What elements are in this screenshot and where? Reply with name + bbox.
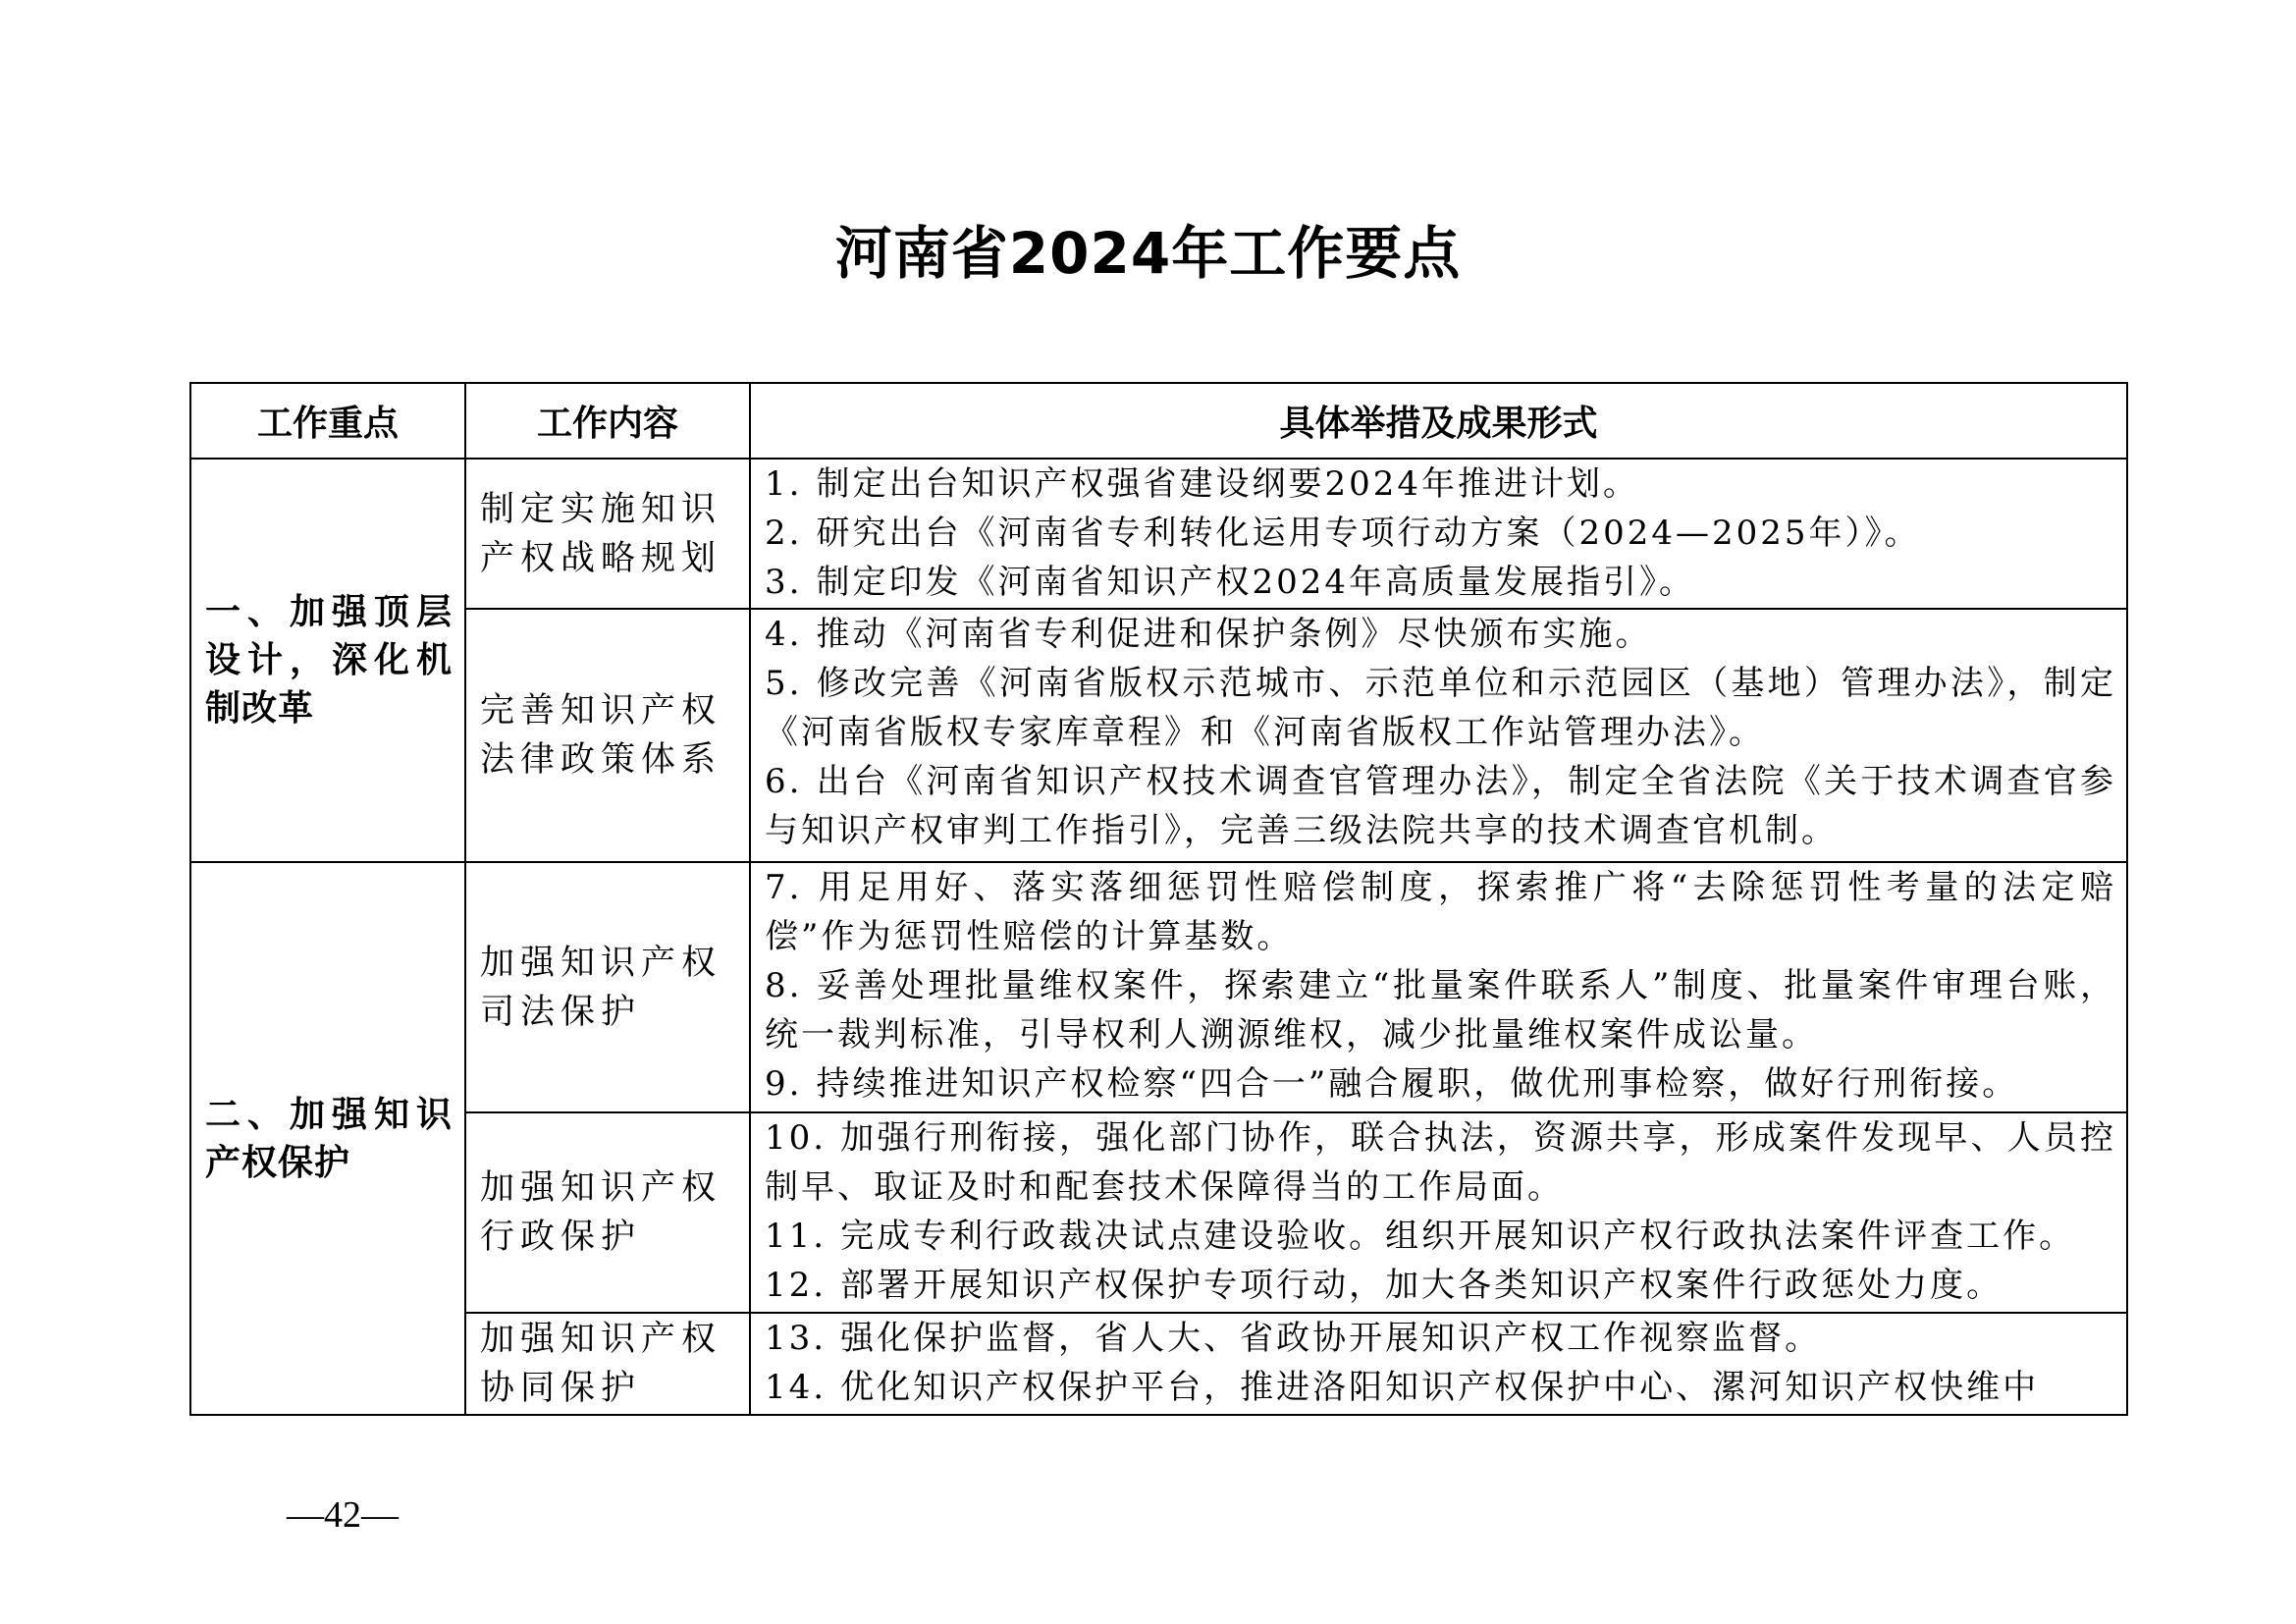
page-title: 河南省2024年工作要点 xyxy=(834,220,1462,287)
measures-cell xyxy=(750,1112,2127,1313)
measure-item: 7. 用足用好、落实落细惩罚性赔偿制度，探索推广将“去除惩罚性考量的法定赔偿”作为惩罚性赔偿的计算基数。 xyxy=(765,868,2116,956)
table-row xyxy=(190,609,2127,862)
measure-item: 12. 部署开展知识产权保护专项行动，加大各类知识产权案件行政惩处力度。 xyxy=(765,1266,2003,1305)
content-cell: 加强知识产权协同保护 xyxy=(465,1313,750,1415)
content-cell: 制定实施知识产权战略规划 xyxy=(465,459,750,609)
measure-item: 3. 制定印发《河南省知识产权2024年高质量发展指引》。 xyxy=(765,563,1695,602)
measure-item: 9. 持续推进知识产权检察“四合一”融合履职，做优刑事检察，做好行刑衔接。 xyxy=(765,1064,2019,1104)
measure-item: 4. 推动《河南省专利促进和保护条例》尽快颁布实施。 xyxy=(765,615,1652,654)
header-content: 工作内容 xyxy=(465,383,750,459)
header-focus: 工作重点 xyxy=(190,383,465,459)
table-row xyxy=(190,1112,2127,1313)
measures-cell xyxy=(750,459,2127,609)
table-header-row xyxy=(190,383,2127,459)
page-number: —42— xyxy=(287,1494,399,1536)
measures-cell xyxy=(750,609,2127,862)
measures-cell xyxy=(750,1313,2127,1415)
measure-item: 5. 修改完善《河南省版权示范城市、示范单位和示范园区（基地）管理办法》，制定《河南省版权专家库章程》和《河南省版权工作站管理办法》。 xyxy=(765,664,2116,752)
measure-item: 2. 研究出台《河南省专利转化运用专项行动方案（2024—2025年）》。 xyxy=(765,514,1921,553)
focus-cell: 一、加强顶层设计，深化机制改革 xyxy=(190,459,465,862)
measure-item: 13. 强化保护监督，省人大、省政协开展知识产权工作视察监督。 xyxy=(765,1319,1822,1358)
header-measures: 具体举措及成果形式 xyxy=(750,383,2127,459)
measure-item: 14. 优化知识产权保护平台，推进洛阳知识产权保护中心、漯河知识产权快维中 xyxy=(765,1368,2040,1407)
measures-cell xyxy=(750,862,2127,1112)
measure-item: 1. 制定出台知识产权强省建设纲要2024年推进计划。 xyxy=(765,464,1639,504)
table-row xyxy=(190,862,2127,1112)
measure-item: 8. 妥善处理批量维权案件，探索建立“批量案件联系人”制度、批量案件审理台账，统一裁判标准，引导权利人溯源维权，减少批量维权案件成讼量。 xyxy=(765,966,2116,1055)
measure-item: 11. 完成专利行政裁决试点建设验收。组织开展知识产权行政执法案件评查工作。 xyxy=(765,1217,2076,1256)
content-cell: 加强知识产权司法保护 xyxy=(465,862,750,1112)
table-row xyxy=(190,459,2127,609)
measure-item: 10. 加强行刑衔接，强化部门协作，联合执法，资源共享，形成案件发现早、人员控制早、取证及时和配套技术保障得当的工作局面。 xyxy=(765,1118,2116,1207)
work-plan-table xyxy=(189,382,2128,1416)
table-row xyxy=(190,1313,2127,1415)
focus-cell: 二、加强知识产权保护 xyxy=(190,862,465,1415)
measure-item: 6. 出台《河南省知识产权技术调查官管理办法》，制定全省法院《关于技术调查官参与知识产权审判工作指引》，完善三级法院共享的技术调查官机制。 xyxy=(765,762,2116,850)
content-cell: 完善知识产权法律政策体系 xyxy=(465,609,750,862)
content-cell: 加强知识产权行政保护 xyxy=(465,1112,750,1313)
